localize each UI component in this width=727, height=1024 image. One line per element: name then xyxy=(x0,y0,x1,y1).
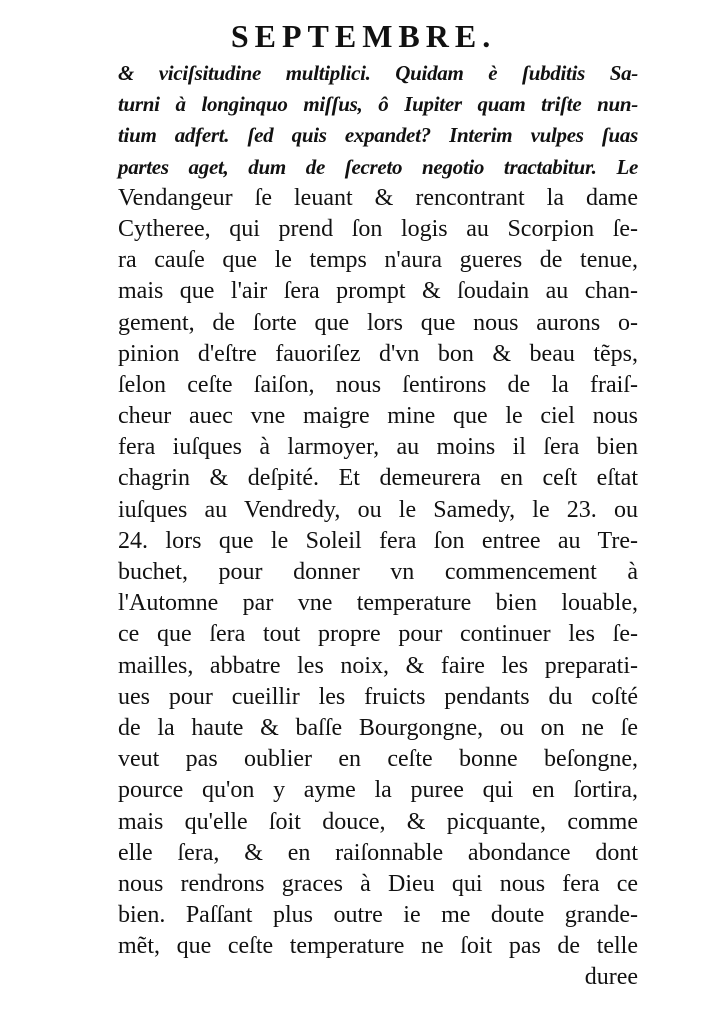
text-line: pource qu'on y ayme la puree qui en ſortira, xyxy=(118,777,638,804)
text-line: mais qu'elle ſoit douce, & picquante, comme xyxy=(118,808,638,835)
catchword: duree xyxy=(584,964,638,991)
text-line: mailles, abbatre les noix, & faire les preparati- xyxy=(118,652,638,679)
text-line: pinion d'eſtre fauoriſez d'vn bon & beau tẽps, xyxy=(118,340,638,367)
text-line: bien. Paſſant plus outre ie me doute grande- xyxy=(118,902,638,929)
text-line: & viciſsitudine multiplici. Quidam è ſubditis Sa- xyxy=(118,61,638,85)
text-line: fera iuſques à larmoyer, au moins il ſera bien xyxy=(118,434,638,461)
text-line: gement, de ſorte que lors que nous aurons o- xyxy=(118,309,638,336)
text-line: ſelon ceſte ſaiſon, nous ſentirons de la fraiſ- xyxy=(118,371,638,398)
text-line: nous rendrons graces à Dieu qui nous fera ce xyxy=(118,870,638,897)
text-line: chagrin & deſpité. Et demeurera en ceſt eſtat xyxy=(118,465,638,492)
text-line: tium adfert. ſed quis expandet? Interim vulpes ſuas xyxy=(118,123,638,148)
body-text xyxy=(118,58,638,994)
text-line: Vendangeur ſe leuant & rencontrant la dame xyxy=(118,184,638,211)
text-line: l'Automne par vne temperature bien louable, xyxy=(118,590,638,617)
text-line: partes aget, dum de ſecreto negotio tractabitur. Le xyxy=(118,154,638,179)
text-line: buchet, pour donner vn commencement à xyxy=(118,559,638,585)
text-line: cheur auec vne maigre mine que le ciel nous xyxy=(118,403,638,430)
text-line: de la haute & baſſe Bourgongne, ou on ne ſe xyxy=(118,714,638,741)
text-line: elle ſera, & en raiſonnable abondance dont xyxy=(118,839,638,866)
text-line: mẽt, que ceſte temperature ne ſoit pas de telle xyxy=(118,933,638,960)
text-line: veut pas oublier en ceſte bonne beſongne, xyxy=(118,746,638,773)
text-line: ce que ſera tout propre pour continuer les ſe- xyxy=(118,621,638,648)
text-line: Cytheree, qui prend ſon logis au Scorpion ſe- xyxy=(118,215,638,242)
text-line: mais que l'air ſera prompt & ſoudain au chan- xyxy=(118,278,638,305)
text-line: ues pour cueillir les fruicts pendants du coſté xyxy=(118,683,638,710)
text-line: ra cauſe que le temps n'aura gueres de tenue, xyxy=(118,247,638,274)
text-line: turni à longinquo miſſus, ô Iupiter quam triſte nun- xyxy=(118,92,638,117)
text-line: 24. lors que le Soleil fera ſon entree au Tre- xyxy=(118,527,638,554)
page-title: SEPTEMBRE. xyxy=(230,18,497,54)
text-line: iuſques au Vendredy, ou le Samedy, le 23. ou xyxy=(118,496,638,523)
